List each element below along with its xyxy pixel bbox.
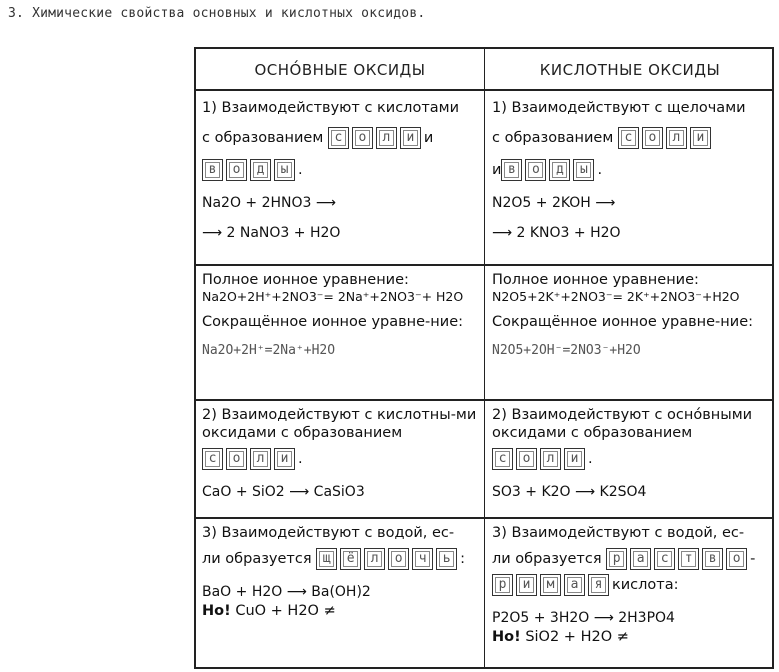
statement: 3) Взаимодействуют с водой, ес- <box>202 525 455 541</box>
letter-box: и <box>690 127 711 149</box>
letter-box: в <box>702 548 723 570</box>
note-label: Но! <box>492 628 521 645</box>
answer-word-boxes <box>316 551 460 567</box>
text: . <box>588 451 593 468</box>
answer-line <box>492 574 768 596</box>
page-title: 3. Химические свойства основных и кислотных оксидов. <box>8 6 426 21</box>
note: SiO2 + H2O ≠ <box>525 628 629 645</box>
text: с образованием <box>202 130 324 147</box>
equation: BaO + H2O ⟶ Ba(OH)2 <box>202 584 371 601</box>
answer-line <box>202 159 478 181</box>
equation: N2O5+2OH⁻=2NO3⁻+H2O <box>492 342 641 358</box>
statement: 2) Взаимодействуют с кислотны-ми оксидами с образованием <box>202 407 477 442</box>
answer-word-boxes <box>492 577 612 593</box>
label: Сокращённое ионное уравне-ние: <box>202 313 463 330</box>
left-row-acid-oxides <box>196 406 484 502</box>
letter-box: л <box>540 448 561 470</box>
answer-line <box>202 448 478 470</box>
answer-word-boxes <box>202 451 298 467</box>
equation: CaO + SiO2 ⟶ CaSiO3 <box>202 484 365 501</box>
letter-box: и <box>564 448 585 470</box>
note-line <box>202 602 478 620</box>
letter-box: д <box>549 159 570 181</box>
left-row-water <box>196 524 484 620</box>
right-row-ionic <box>486 271 774 359</box>
equation: N2O5+2K⁺+2NO3⁻= 2K⁺+2NO3⁻+H2O <box>492 289 740 305</box>
equation: ⟶ 2 KNO3 + H2O <box>492 224 621 241</box>
letter-box: ч <box>412 548 433 570</box>
letter-box: и <box>516 574 537 596</box>
letter-box: ы <box>573 159 594 181</box>
oxides-table <box>194 47 774 669</box>
equation: Na2O + 2HNO3 ⟶ <box>202 195 336 212</box>
letter-box: л <box>250 448 271 470</box>
row-divider <box>196 89 772 91</box>
answer-line <box>202 548 478 570</box>
equation: Na2O+2H⁺+2NO3⁻= 2Na⁺+2NO3⁻+ H2O <box>202 289 464 305</box>
label: Полное ионное уравнение: <box>492 272 699 288</box>
letter-box: с <box>618 127 639 149</box>
letter-box: с <box>328 127 349 149</box>
left-row-acids <box>196 99 484 242</box>
letter-box: о <box>642 127 663 149</box>
equation: Na2O+2H⁺=2Na⁺+H2O <box>202 342 336 358</box>
right-row-basic-oxides <box>486 406 774 502</box>
equation: N2O5 + 2KOH ⟶ <box>492 195 616 212</box>
statement: 3) Взаимодействуют с водой, ес- <box>492 525 745 541</box>
letter-box: о <box>726 548 747 570</box>
equation: P2O5 + 3H2O ⟶ 2H3PO4 <box>492 610 675 627</box>
text: и <box>423 130 434 147</box>
letter-box: л <box>364 548 385 570</box>
text: - <box>750 551 756 568</box>
text: и <box>492 162 502 179</box>
letter-box: а <box>564 574 585 596</box>
statement: 1) Взаимодействуют с кислотами <box>202 100 460 116</box>
letter-box: т <box>678 548 699 570</box>
letter-box: л <box>376 127 397 149</box>
row-divider <box>196 399 772 401</box>
text: ли образуется <box>492 551 602 568</box>
row-divider <box>196 517 772 519</box>
right-row-alkalis <box>486 99 774 242</box>
text: ли образуется <box>202 551 312 568</box>
answer-line <box>492 448 768 470</box>
text: кислота: <box>612 577 679 594</box>
letter-box: о <box>525 159 546 181</box>
right-row-water <box>486 524 774 646</box>
letter-box: ё <box>340 548 361 570</box>
answer-line <box>492 159 768 181</box>
letter-box: и <box>400 127 421 149</box>
letter-box: ы <box>274 159 295 181</box>
letter-box: в <box>202 159 223 181</box>
letter-box: м <box>540 574 561 596</box>
letter-box: л <box>666 127 687 149</box>
statement: 2) Взаимодействуют с осно́вными оксидами с образованием <box>492 407 753 442</box>
letter-box: о <box>516 448 537 470</box>
letter-box: я <box>588 574 609 596</box>
statement: 1) Взаимодействуют с щелочами <box>492 100 746 116</box>
text: . <box>298 162 303 179</box>
letter-box: о <box>352 127 373 149</box>
letter-box: с <box>202 448 223 470</box>
answer-word-boxes <box>618 130 714 146</box>
answer-word-boxes <box>202 162 298 178</box>
letter-box: в <box>501 159 522 181</box>
answer-line <box>492 127 768 149</box>
row-divider <box>196 264 772 266</box>
letter-box: о <box>226 159 247 181</box>
letter-box: ь <box>436 548 457 570</box>
letter-box: о <box>388 548 409 570</box>
note-line <box>492 628 768 646</box>
letter-box: р <box>606 548 627 570</box>
note-label: Но! <box>202 602 231 619</box>
equation: SO3 + K2O ⟶ K2SO4 <box>492 484 647 501</box>
text: : <box>460 551 466 568</box>
label: Полное ионное уравнение: <box>202 272 409 288</box>
answer-line <box>492 548 768 570</box>
answer-word-boxes <box>606 551 750 567</box>
text: с образованием <box>492 130 614 147</box>
answer-word-boxes <box>492 451 588 467</box>
letter-box: щ <box>316 548 337 570</box>
letter-box: д <box>250 159 271 181</box>
answer-word-boxes <box>501 162 597 178</box>
letter-box: с <box>492 448 513 470</box>
equation: ⟶ 2 NaNO3 + H2O <box>202 224 341 241</box>
letter-box: а <box>630 548 651 570</box>
left-row-ionic <box>196 271 484 359</box>
letter-box: о <box>226 448 247 470</box>
letter-box: и <box>274 448 295 470</box>
letter-box: с <box>654 548 675 570</box>
header-basic-oxides: ОСНО́ВНЫЕ ОКСИДЫ <box>254 61 426 79</box>
text: . <box>597 162 603 179</box>
text: . <box>298 451 303 468</box>
column-divider <box>484 49 485 667</box>
letter-box: р <box>492 574 513 596</box>
header-acidic-oxides: КИСЛОТНЫЕ ОКСИДЫ <box>539 61 721 79</box>
note: CuO + H2O ≠ <box>235 602 336 619</box>
label: Сокращённое ионное уравне-ние: <box>492 313 753 330</box>
answer-line <box>202 127 478 149</box>
answer-word-boxes <box>328 130 424 146</box>
